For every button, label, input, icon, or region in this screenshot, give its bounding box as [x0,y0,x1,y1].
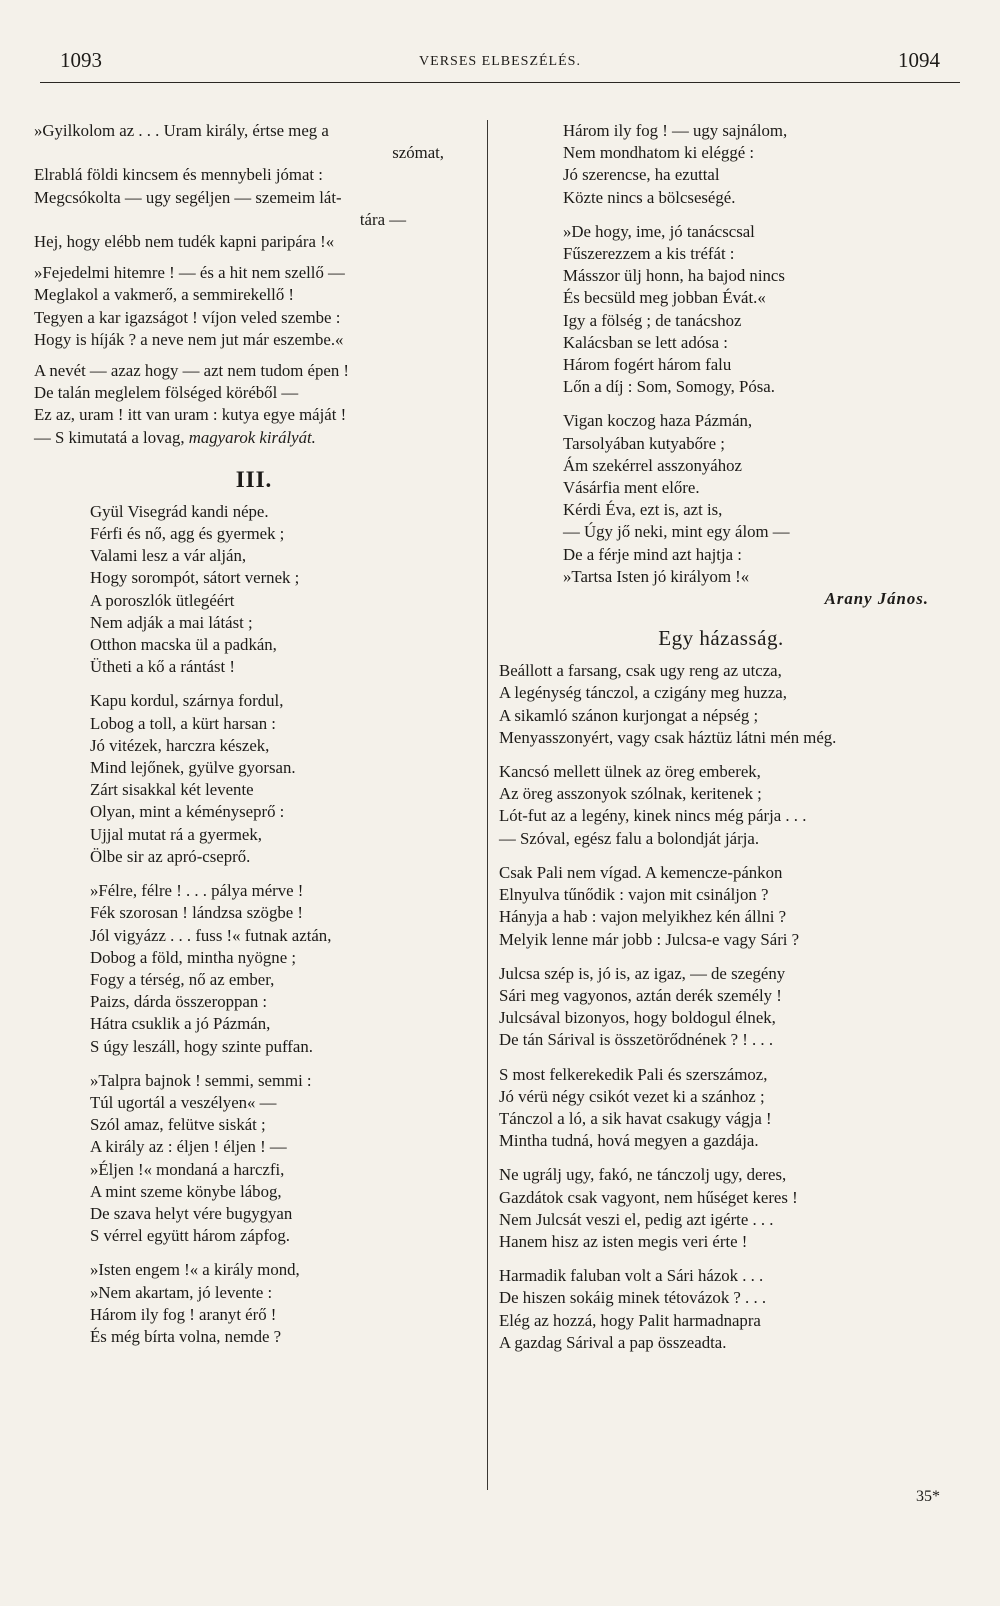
line: A gazdag Sárival a pap összeadta. [499,1332,727,1352]
line: Hogy sorompót, sátort vernek ; [90,568,300,588]
line: S most felkerekedik Pali és szerszámoz, [499,1064,768,1084]
line: Fogy a térség, nő az ember, [90,969,275,989]
line: Hanem hisz az isten megis veri érte ! [499,1231,748,1251]
line: Meglakol a vakmerő, a semmirekellő ! [34,285,295,305]
line: Megcsókolta — ugy segéljen — szemeim lát- [34,187,342,207]
line: Férfi és nő, agg és gyermek ; [90,524,285,544]
line: Vigan koczog haza Pázmán, [563,411,753,431]
section-heading: III. [235,466,273,492]
line: »Félre, félre ! . . . pálya mérve ! [90,881,304,901]
line: De talán meglelem fölséged köréből — [34,383,299,403]
line: Nem mondhatom ki eléggé : [563,143,755,163]
line: Mintha tudná, hová megyen a gazdája. [499,1131,759,1151]
line: A mint szeme könybe lábog, [90,1181,282,1201]
line: tára — [359,209,406,229]
line: De hiszen sokáig minek tétovázok ? . . . [499,1288,767,1308]
line: Lót-fut az a legény, kinek nincs még párja . . . [499,806,807,826]
right-page-number: 1094 [898,48,940,72]
line: Fűszerezzem a kis tréfát : [563,244,735,264]
line: Hányja a hab : vajon melyikhez kén állni ? [499,907,787,927]
line: Hátra csuklik a jó Pázmán, [90,1014,271,1034]
line: A király az : éljen ! éljen ! — [90,1137,287,1157]
line: S úgy leszáll, hogy szinte puffan. [90,1036,313,1056]
line: Három ily fog ! aranyt érő ! [90,1304,277,1324]
line: Kérdi Éva, ezt is, azt is, [563,500,723,520]
line: Paizs, dárda összeroppan : [90,992,268,1012]
line: »Fejedelmi hitemre ! — és a hit nem szellő — [34,263,345,283]
line: Ujjal mutat rá a gyermek, [90,824,262,844]
line: Szól amaz, felütve siskát ; [90,1115,266,1135]
line: Három ily fog ! — ugy sajnálom, [563,121,788,140]
line: Az öreg asszonyok szólnak, keritenek ; [499,784,762,804]
line: Beállott a farsang, csak ugy reng az utcza, [499,661,782,681]
line: Fék szorosan ! lándzsa szögbe ! [90,903,303,923]
line: És még bírta volna, nemde ? [90,1326,282,1346]
header-rule [40,82,960,83]
line: Elég az hozzá, hogy Palit harmadnapra [499,1310,761,1330]
line: Tegyen a kar igazságot ! víjon veled szembe : [34,307,341,327]
line: Olyan, mint a kéményseprő : [90,802,285,822]
line: Jó vitézek, harczra készek, [90,735,270,755]
line: Közte nincs a bölcseségé. [563,187,736,207]
column-divider [487,120,488,1490]
line: S vérrel együtt három zápfog. [90,1226,290,1246]
line: Kapu kordul, szárnya fordul, [90,691,284,711]
line: Melyik lenne már jobb : Julcsa-e vagy Sári ? [499,929,800,949]
line: Ám szekérrel asszonyához [563,455,742,475]
line: Ez az, uram ! itt van uram : kutya egye máját ! [34,405,347,425]
line: Otthon macska ül a padkán, [90,635,277,655]
line: A nevét — azaz hogy — azt nem tudom épen ! [34,361,350,381]
line: »Isten engem !« a király mond, [90,1260,300,1280]
line: Tánczol a ló, a sik havat csakugy vágja ! [499,1108,772,1128]
line: »Éljen !« mondaná a harczfi, [90,1159,285,1179]
running-title: VERSES ELBESZÉLÉS. [419,54,581,69]
line: »Nem akartam, jó levente : [90,1282,273,1302]
line: Julcsával bizonyos, hogy boldogul élnek, [499,1008,776,1028]
line: Elnyulva tűnődik : vajon mit csináljon ? [499,885,769,905]
author-signature: Arany János. [824,589,929,609]
line-text: — S kimutatá a lovag, [34,427,185,447]
line: Dobog a föld, mintha nyögne ; [90,947,297,967]
line: — Szóval, egész falu a bolondját járja. [499,828,760,848]
line: Julcsa szép is, jó is, az igaz, — de szegény [499,963,786,983]
left-column [34,120,474,1348]
line: Valami lesz a vár alján, [90,546,247,566]
line: Jól vigyázz . . . fuss !« futnak aztán, [90,925,332,945]
line: De a férje mind azt hajtja : [563,544,742,564]
line: Ölbe sir az apró-cseprő. [90,846,251,866]
line: Csak Pali nem vígad. A kemencze-pánkon [499,862,783,882]
line: Három fogért három falu [563,355,732,375]
line: Kancsó mellett ülnek az öreg emberek, [499,762,761,782]
line: Nem adják a mai látást ; [90,612,253,632]
poem-title: Egy házasság. [658,626,784,651]
line: Mind lejőnek, gyülve gyorsan. [90,758,296,778]
line: Másszor ülj honn, ha bajod nincs [563,266,785,286]
italic-text: magyarok királyát. [188,427,316,447]
line: Lobog a toll, a kürt harsan : [90,713,276,733]
line: Igy a fölség ; de tanácshoz [563,310,742,330]
line: Menyasszonyért, vagy csak háztüz látni mén még. [499,727,837,747]
line: Sári meg vagyonos, aztán derék személy ! [499,985,782,1005]
line: Nem Julcsát veszi el, pedig azt igérte . . . [499,1209,774,1229]
line: És becsüld meg jobban Évát.« [563,288,766,308]
line: Hogy is híják ? a neve nem jut már eszembe.« [34,329,344,349]
line: A sikamló szánon kurjongat a népség ; [499,705,759,725]
line [34,427,474,449]
line: Elrablá földi kincsem és mennybeli jómat : [34,165,323,185]
line: Tarsolyában kutyabőre ; [563,433,725,453]
line: Gyül Visegrád kandi népe. [90,501,269,521]
line: — Úgy jő neki, mint egy álom — [563,522,790,542]
signature-mark: 35* [916,1488,940,1505]
line: »Talpra bajnok ! semmi, semmi : [90,1070,312,1090]
left-page-number: 1093 [60,48,102,72]
line: Zárt sisakkal két levente [90,780,254,800]
right-column [499,120,943,1354]
line: Harmadik faluban volt a Sári házok . . . [499,1266,764,1286]
line: szómat, [392,143,444,163]
page-header [40,48,960,82]
line: Lőn a díj : Som, Somogy, Pósa. [563,377,775,397]
line: De szava helyt vére bugygyan [90,1203,293,1223]
line: Hej, hogy elébb nem tudék kapni paripára !« [34,232,335,252]
line: De tán Sárival is összetörődnének ? ! . . . [499,1030,774,1050]
line: »Tartsa Isten jó királyom !« [563,566,750,586]
line: A poroszlók ütlegéért [90,590,235,610]
line: »De hogy, ime, jó tanácscsal [563,221,755,241]
line: Vásárfia ment előre. [563,478,700,498]
line: Ütheti a kő a rántást ! [90,657,235,677]
line: Ne ugrálj ugy, fakó, ne tánczolj ugy, deres, [499,1165,787,1185]
line: Gazdátok csak vagyont, nem hűséget keres ! [499,1187,798,1207]
line: Kalácsban se lett adósa : [563,332,728,352]
line: Jó vérü négy csikót vezet ki a szánhoz ; [499,1086,765,1106]
line: »Gyilkolom az . . . Uram király, értse meg a [34,121,329,140]
line: Túl ugortál a veszélyen« — [90,1092,277,1112]
line: Jó szerencse, ha ezuttal [563,165,720,185]
line: A legénység tánczol, a czigány meg huzza, [499,683,787,703]
